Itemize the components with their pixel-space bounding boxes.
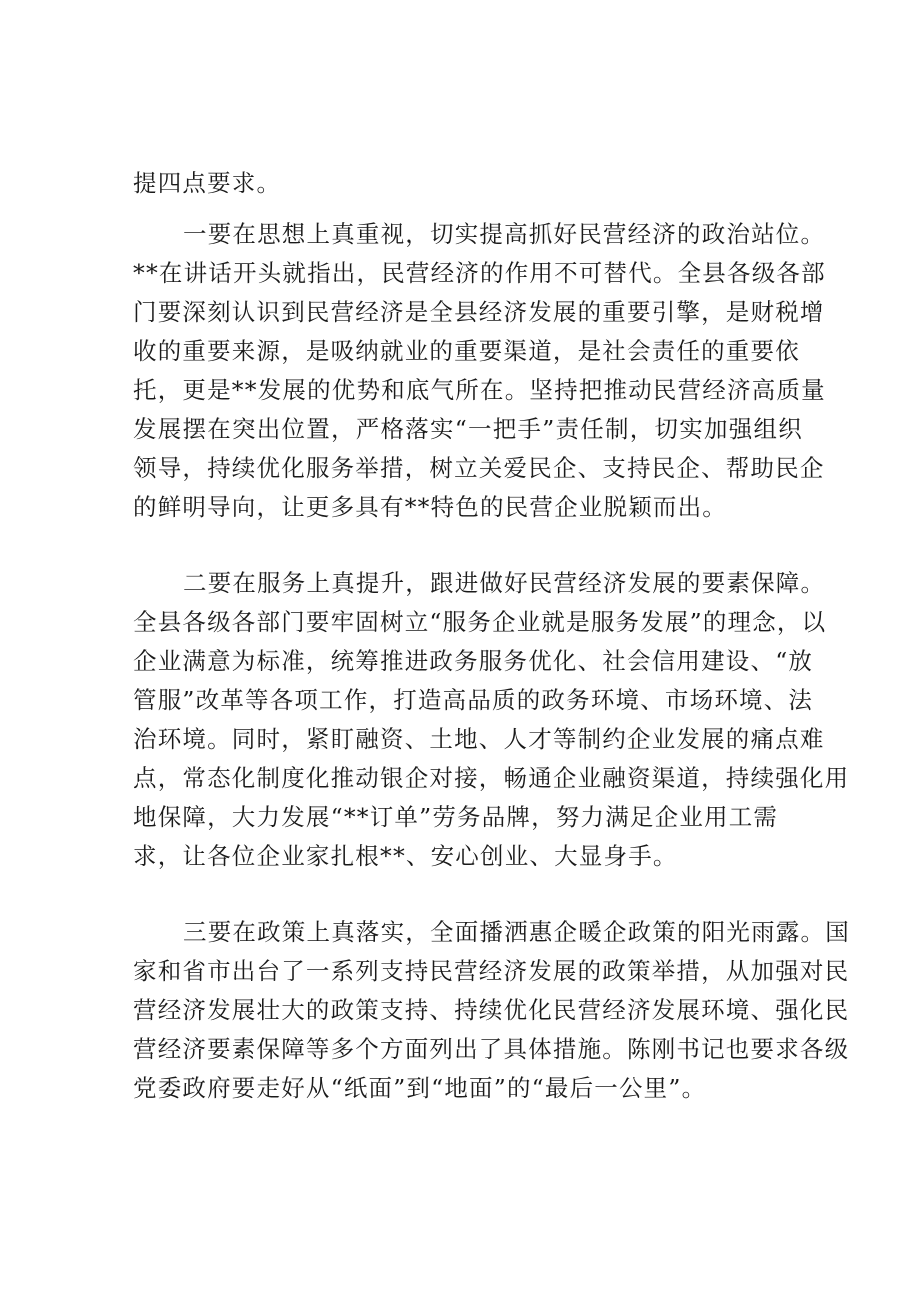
text-line: 治环境。同时，紧盯融资、土地、人才等制约企业发展的痛点难	[133, 725, 825, 753]
paragraph-3	[133, 913, 850, 1108]
text-line: 求，让各位企业家扎根**、安心创业、大显身手。	[133, 842, 678, 870]
text-line: 的鲜明导向，让更多具有**特色的民营企业脱颖而出。	[133, 493, 727, 521]
text-line: 领导，持续优化服务举措，树立关爱民企、支持民企、帮助民企	[133, 454, 825, 482]
text-line: 全县各级各部门要牢固树立“服务企业就是服务发展”的理念，以	[133, 608, 827, 636]
text-line: 党委政府要走好从“纸面”到“地面”的“最后一公里”。	[133, 1074, 707, 1102]
text-line: 提四点要求。	[133, 169, 282, 197]
text-line: 托，更是**发展的优势和底气所在。坚持把推动民营经济高质量	[133, 376, 826, 404]
text-line: 营经济要素保障等多个方面列出了具体措施。陈刚书记也要求各级	[133, 1035, 850, 1063]
text-line: **在讲话开头就指出，民营经济的作用不可替代。全县各级各部	[133, 259, 826, 287]
text-line: 发展摆在突出位置，严格落实“一把手”责任制，切实加强组织	[133, 415, 803, 443]
text-line: 管服”改革等各项工作，打造高品质的政务环境、市场环境、法	[133, 686, 814, 714]
text-line: 家和省市出台了一系列支持民营经济发展的政策举措，从加强对民	[133, 957, 850, 985]
text-line: 二要在服务上真提升，跟进做好民营经济发展的要素保障。	[183, 569, 826, 597]
text-line: 点，常态化制度化推动银企对接，畅通企业融资渠道，持续强化用	[133, 764, 850, 792]
text-line: 三要在政策上真落实，全面播洒惠企暖企政策的阳光雨露。国	[183, 918, 850, 946]
text-line: 企业满意为标准，统筹推进政务服务优化、社会信用建设、“放	[133, 647, 814, 675]
text-line: 门要深刻认识到民营经济是全县经济发展的重要引擎，是财税增	[133, 298, 825, 326]
paragraph-2	[133, 564, 850, 876]
paragraph-1	[133, 215, 826, 527]
text-line: 一要在思想上真重视，切实提高抓好民营经济的政治站位。	[183, 220, 826, 248]
text-line: 地保障，大力发展“**订单”劳务品牌，努力满足企业用工需	[133, 803, 779, 831]
text-line: 营经济发展壮大的政策支持、持续优化民营经济发展环境、强化民	[133, 996, 850, 1024]
text-line: 收的重要来源，是吸纳就业的重要渠道，是社会责任的重要依	[133, 337, 800, 365]
intro-paragraph	[133, 164, 803, 203]
